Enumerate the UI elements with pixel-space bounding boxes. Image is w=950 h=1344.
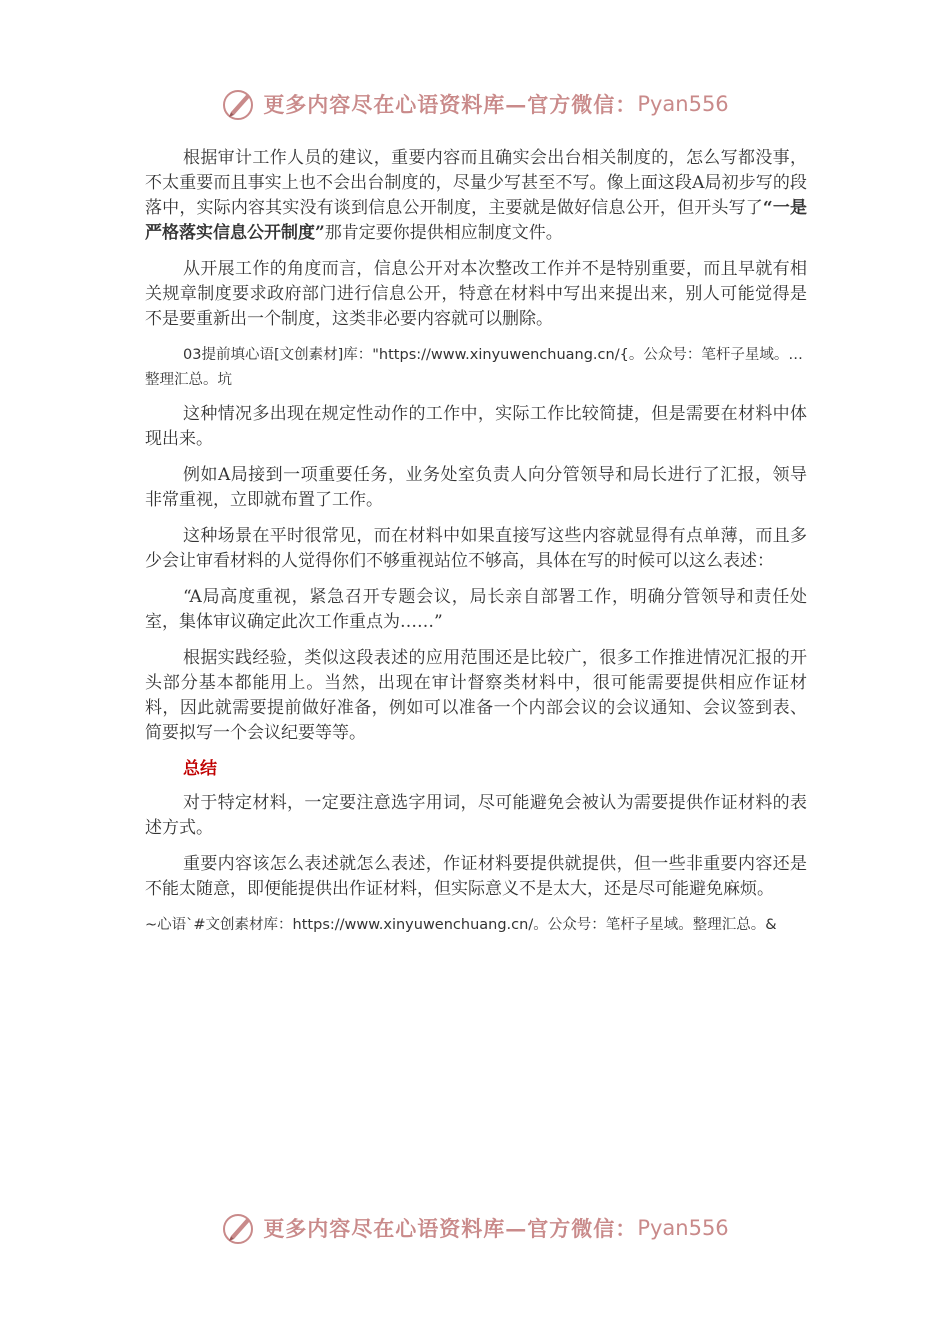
paragraph-4: 例如A局接到一项重要任务，业务处室负责人向分管领导和局长进行了汇报，领导非常重视，立即就布置了工作。	[145, 465, 807, 510]
section-heading-summary: 总结	[183, 759, 217, 779]
watermark-note-2: ~心语`#文创素材库：https://www.xinyuwenchuang.cn/。公众号：笔杆子星域。整理汇总。&	[145, 917, 777, 933]
paragraph-1: 根据审计工作人员的建议，重要内容而且确实会出台相关制度的，怎么写都没事，不太重要而且事实上也不会出台制度的，尽量少写甚至不写。像上面这段A局初步写的段落中，实际内容其实没有谈到信息公开制度，主要就是做好信息公开，但开头写了“一是严格落实信息公开制度”那肯定要你提供相应制度文件。	[145, 148, 807, 243]
emphasis-text: “一是严格落实信息公开制度”	[145, 198, 807, 243]
pen-logo-icon	[221, 86, 257, 122]
pen-logo-icon	[221, 1210, 257, 1246]
watermark-note-1: 03提前填心语[文创素材]库："https://www.xinyuwenchuang.cn/{。公众号：笔杆子星域。…整理汇总。坑	[145, 347, 803, 388]
document-body	[145, 146, 807, 947]
banner-wechat-id: Pyan556	[637, 1216, 729, 1240]
paragraph-2: 从开展工作的角度而言，信息公开对本次整改工作并不是特别重要，而且早就有相关规章制度要求政府部门进行信息公开，特意在材料中写出来提出来，别人可能觉得是不是要重新出一个制度，这类非必要内容就可以删除。	[145, 259, 807, 329]
banner-text: 更多内容尽在心语资料库—官方微信：	[263, 92, 638, 117]
banner-text: 更多内容尽在心语资料库—官方微信：	[263, 1216, 638, 1241]
footer-banner	[0, 1208, 950, 1248]
paragraph-6-quote: “A局高度重视，紧急召开专题会议，局长亲自部署工作，明确分管领导和责任处室，集体审议确定此次工作重点为……”	[145, 587, 807, 632]
paragraph-7: 根据实践经验，类似这段表述的应用范围还是比较广，很多工作推进情况汇报的开头部分基本都能用上。当然，出现在审计督察类材料中，很可能需要提供相应作证材料，因此就需要提前做好准备，例如可以准备一个内部会议的会议通知、会议签到表、简要拟写一个会议纪要等等。	[145, 648, 807, 743]
paragraph-8: 对于特定材料，一定要注意选字用词，尽可能避免会被认为需要提供作证材料的表述方式。	[145, 793, 807, 838]
paragraph-3: 这种情况多出现在规定性动作的工作中，实际工作比较简捷，但是需要在材料中体现出来。	[145, 404, 807, 449]
banner-wechat-id: Pyan556	[637, 92, 729, 116]
header-banner	[0, 84, 950, 124]
paragraph-9: 重要内容该怎么表述就怎么表述，作证材料要提供就提供，但一些非重要内容还是不能太随意，即便能提供出作证材料，但实际意义不是太大，还是尽可能避免麻烦。	[145, 854, 807, 899]
paragraph-5: 这种场景在平时很常见，而在材料中如果直接写这些内容就显得有点单薄，而且多少会让审看材料的人觉得你们不够重视站位不够高，具体在写的时候可以这么表述：	[145, 526, 807, 571]
